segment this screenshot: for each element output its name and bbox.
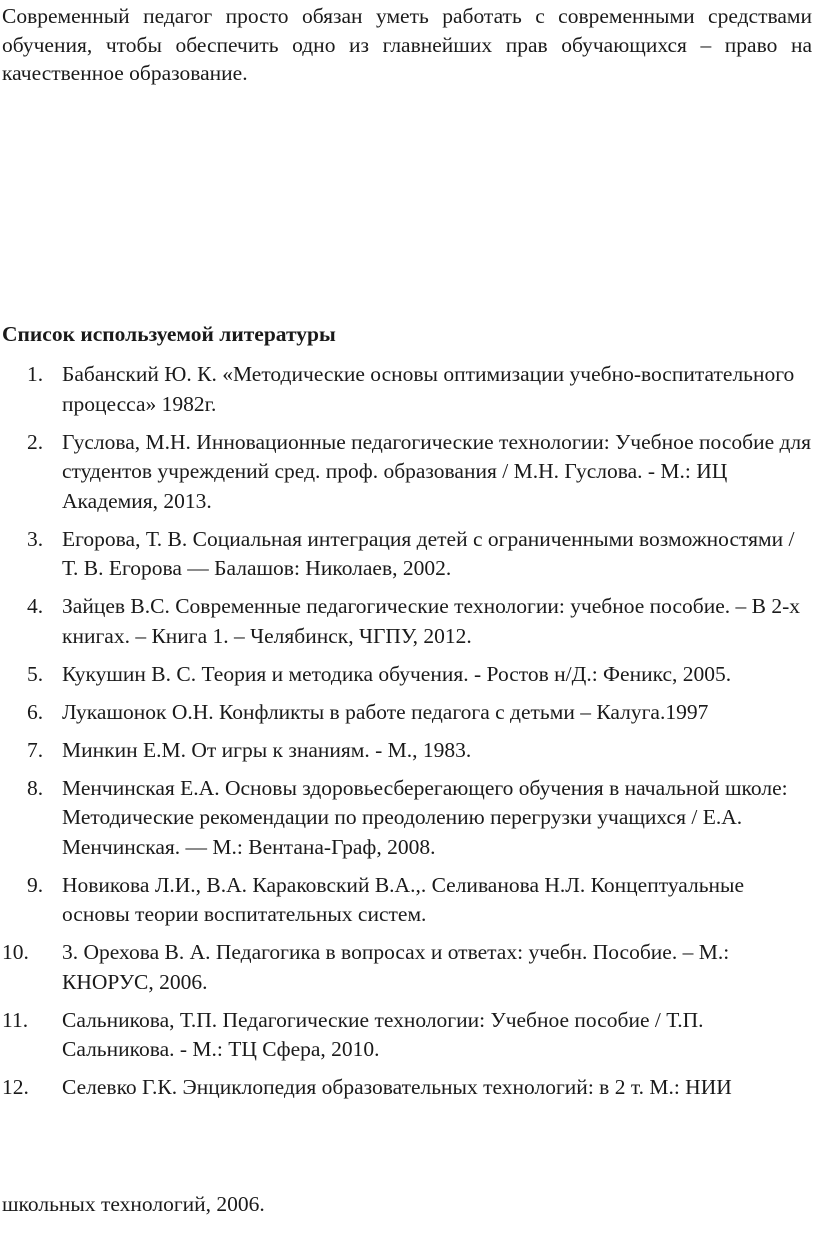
reference-text: Егорова, Т. В. Социальная интеграция детей с ограниченными возможностями / Т. В. Егорова — Балашов: Николаев, 2002. (62, 526, 795, 580)
reference-number: 7. (27, 737, 44, 762)
reference-number: 9. (27, 872, 44, 897)
reference-number: 10. (2, 940, 29, 964)
reference-text: Новикова Л.И., В.А. Караковский В.А.,. Селиванова Н.Л. Концептуальные основы теории воспитательных систем. (62, 872, 745, 926)
reference-number: 4. (27, 594, 44, 618)
references-heading: Список используемой литературы (2, 322, 336, 346)
reference-item (2, 698, 816, 728)
reference-text: Гуслова, М.Н. Инновационные педагогические технологии: Учебное пособие для студентов учреждений сред. проф. образования / М.Н. Гуслова. - М.: ИЦ Академия, 2013. (62, 429, 812, 513)
reference-item (2, 774, 816, 863)
reference-number: 5. (27, 661, 44, 686)
reference-item (2, 1073, 816, 1103)
reference-item (2, 1006, 816, 1065)
reference-text: Минкин Е.М. От игры к знаниям. - М., 1983. (62, 737, 472, 762)
reference-text: Зайцев В.С. Современные педагогические технологии: учебное пособие. – В 2-х книгах. – Книга 1. – Челябинск, ЧГПУ, 2012. (62, 594, 801, 648)
reference-number: 3. (27, 526, 44, 551)
reference-text: Сальникова, Т.П. Педагогические технологии: Учебное пособие / Т.П. Сальникова. - М.: ТЦ Сфера, 2010. (62, 1007, 704, 1061)
reference-item (2, 428, 816, 517)
reference-item (2, 525, 816, 584)
reference-number: 1. (27, 362, 44, 386)
reference-item (2, 360, 816, 419)
reference-number: 11. (2, 1007, 29, 1032)
reference-item (2, 938, 816, 997)
reference-number: 8. (27, 775, 44, 800)
reference-text: Кукушин В. С. Теория и методика обучения. - Ростов н/Д.: Феникс, 2005. (62, 661, 732, 686)
reference-text: Менчинская Е.А. Основы здоровьесберегающего обучения в начальной школе: Методические рекомендации по преодолению перегрузки учащихся / Е.А. Менчинская. — М.: Вентана-Граф, 2008. (62, 775, 788, 859)
reference-number: 2. (27, 429, 44, 454)
reference-item (2, 736, 816, 766)
reference-item (2, 592, 816, 651)
intro-paragraph: Современный педагог просто обязан уметь работать с современными средствами обучения, чтобы обеспечить одно из главнейших прав обучающихся – право на качественное образование. (2, 4, 812, 85)
reference-text: 3. Орехова В. А. Педагогика в вопросах и ответах: учебн. Пособие. – М.: КНОРУС, 2006. (62, 940, 730, 994)
reference-text: Селевко Г.К. Энциклопедия образовательных технологий: в 2 т. М.: НИИ (62, 1075, 732, 1099)
reference-text: Лукашонок О.Н. Конфликты в работе педагога с детьми – Калуга.1997 (62, 699, 709, 724)
reference-item (2, 660, 816, 690)
reference-text: Бабанский Ю. К. «Методические основы оптимизации учебно-воспитательного процесса» 1982г. (62, 362, 795, 416)
references-list (2, 360, 816, 1111)
reference-number: 6. (27, 699, 44, 724)
reference-number: 12. (2, 1075, 29, 1099)
reference-continuation: школьных технологий, 2006. (2, 1192, 265, 1216)
reference-item (2, 871, 816, 930)
